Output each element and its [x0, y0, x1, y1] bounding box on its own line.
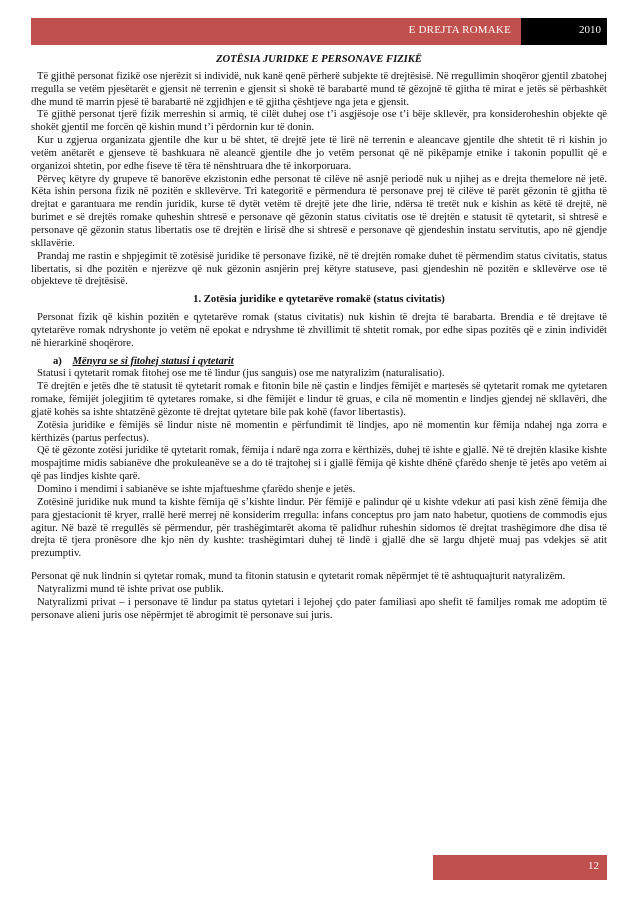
subsection-a-heading	[53, 356, 607, 369]
subsection-a-paragraph-1: Statusi i qytetarit romak fitohej ose me të lindur (jus sanguis) ose me natyralizim (naturalisatio).	[37, 368, 445, 380]
header-title-bar	[31, 18, 521, 45]
document-body	[31, 54, 607, 622]
footer-page-bar	[433, 855, 607, 880]
subsection-a-title: Mënyra se si fitohej statusi i qytetarit	[72, 355, 234, 367]
intro-paragraph-2: Të gjithë personat tjerë fizik merreshin si armiq, të cilët duhej ose t’i asgjësoje ose t’i bëje skllevër, pra konsideroheshin objekte që shokët gjentil me forcën që kishin mund t’i përdornin kur të donin.	[31, 109, 607, 134]
subsection-a-paragraph-4: Që të gëzonte zotësi juridike të qytetarit romak, fëmija i ndarë nga zorra e kërthizës, duhej të ishte e gjallë. Në të drejtën klasike kishte mospajtime midis sabianëve dhe prokuleanëve se a do të trajtohej si i gjallë fëmija që kishte dhënë çfarëdo shenje të jetës apo vetëm ai që pas lindjes kishte qarë.	[31, 445, 607, 483]
header-course-title: E DREJTA ROMAKE	[408, 24, 511, 36]
subsection-a-paragraph-3: Zotësia juridike e fëmijës së lindur niste në momentin e përfundimit të lindjes, apo në momentin kur fëmija ndahej nga zorra e kërthizës (partus perfectus).	[31, 419, 607, 444]
subsection-a-paragraph-5: Domino i mendimi i sabianëve se ishte mjaftueshme çfarëdo shenje e jetës.	[37, 484, 356, 495]
document-title: ZOTËSIA JURIDKE E PERSONAVE FIZIKË	[216, 54, 422, 65]
subsection-a-paragraph-7: Personat që nuk lindnin si qytetar romak, mund ta fitonin statusin e qytetarit romak nëpërmjet të të ashtuquajturit natyralizëm.	[31, 571, 566, 583]
paragraph-spacer	[31, 561, 607, 571]
section-1-paragraph: Personat fizik që kishin pozitën e qytetarëve romak (status civitatis) nuk kishin të drejta të barabarta. Brendia e të drejtave të qytetarëve romak ndryshonte jo vetëm në epokat e ndryshme të zhvillimit të shtetit romak, por edhe sipas pozitës që e zinin individët në hierarkinë shoqërore.	[31, 312, 607, 349]
intro-paragraph-5: Prandaj me rastin e shpjegimit të zotësisë juridike të personave fizikë, në të drejtën romake duhet të përmendim status civitatis, status libertatis, si dhe pozitën e njerëzve që nuk gëzonin asnjërin prej këtyre statuseve, pasi gjendeshin në pozitën e skllevërve ose të objekteve të drejtësisë.	[31, 250, 607, 288]
intro-paragraph-3: Kur u zgjerua organizata gjentile dhe kur u bë shtet, të drejtë jete të lirë në terrenin e aleancave gjentile dhe shtetit të ri kishin jo vetëm anëtarët e gjenseve të bashkuara në aleancë gjentile dhe jo vetëm personat që në pikëpamje etnike i takonin popullit që e organizoi shtetin, por edhe fiseve të tëra të nënshtruara dhe të inkorporuara.	[31, 135, 607, 172]
section-1-heading: 1. Zotësia juridike e qytetarëve romakë (status civitatis)	[193, 294, 445, 306]
header-year-bar	[521, 18, 607, 45]
subsection-a-paragraph-9: Natyralizmi privat – i personave të lindur pa status qytetari i lejohej çdo pater familiasi apo shefit të familjes romak me adoptim të personave alieni juris ose nëpërmjet të abrogimit të personave sui juris.	[31, 596, 607, 621]
subsection-a-label: a)	[53, 355, 62, 367]
intro-paragraph-4: Përveç këtyre dy grupeve të banorëve ekzistonin edhe personat të cilëve në asnjë periodë nuk u njihej as e drejta themelore në jetë. Këta ishin persona fizik në pozitën e skllevërve. Tri kategoritë e përmendura të personave prej të cilëve të parët gëzonin të gjitha të drejtat e garantuara me rendin juridik, kurse të dytët vetëm të drejtë jete dhe lirie, ndërsa të tretët nuk e kishin as këtë të drejtë, në burimet e së drejtës romake quheshin shtresë e personave që gëzonin status civitatis ose të drejtën e statusit të qytetarit, si shtresë e personave që gëzonin status libertatis ose të drejtën e lirisë dhe si shtresë e personave që gjendeshin instatu servitutis, apo në gjendje skllavërie.	[31, 173, 607, 249]
subsection-a-paragraph-6: Zotësinë juridike nuk mund ta kishte fëmija që s’kishte lindur. Për fëmijë e palindur që u kishte vdekur ati pasi kish zënë fëmija dhe para gjestacionit të kryer, rrallë herë merrej në konsiderim rregulla: infans conceptus pro jam nato habetur, quotiens de commodis ejus agitur. Në bazë të rregullës së përmendur, për trashëgimtarët akoma të palidhur ruheshin sidomos të drejtat trashëgimore dhe disa të drejta të tjera pronësore dhe kjo nën dy kushte: trashëgimtari duhej të lindë i gjallë dhe së largu dhjetë muaj pas vdekjes së atit prezumptiv.	[31, 496, 607, 560]
page-number: 12	[588, 860, 599, 872]
subsection-a-paragraph-8: Natyralizmi mund të ishte privat ose publik.	[37, 583, 224, 595]
intro-paragraph-1: Të gjithë personat fizikë ose njerëzit si individë, nuk kanë qenë përherë subjekte të drejtësisë. Në rregullimin shoqëror gjentil zbatohej rregulla se vetëm pjesëtarët e gjensit në terrenin e gjensit si shokë të barabartë mund të gëzojnë të gjitha të mirat e jetës së përbashkët dhe mund të marrin pjesë të barabartë në zgjidhjen e të gjitha çështjeve nga jeta e gjensit.	[31, 70, 607, 108]
subsection-a-paragraph-2: Të drejtën e jetës dhe të statusit të qytetarit romak e fitonin bile në çastin e lindjes fëmijët e martesës së qytetarit romak me qytetaren romake, fëmijët jolegjitim të qytetares romake, si dhe fëmijët e lindur të gruas, e cila në momentin e lindjes gjendej në skllavëri, dhe gjatë kohës sa ishte shtatzënë gëzonte të drejtat qytetare bile pak kohë (favor libertastis).	[31, 381, 607, 418]
header-year: 2010	[579, 24, 601, 36]
